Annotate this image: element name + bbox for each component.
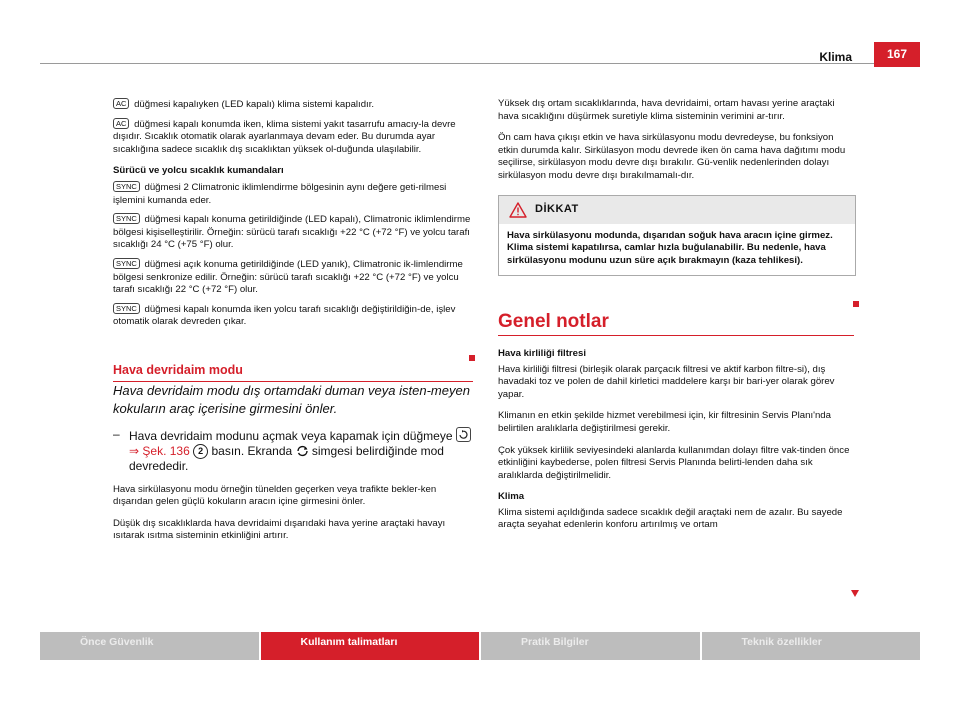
paragraph: Yüksek dış ortam sıcaklıklarında, hava devridaimi, ortam havası yerine araçtaki hava sıcaklığını düşürmek suretiyle klima sisteminin verimini ar-tırır. [498, 98, 835, 122]
section-end-marker [469, 355, 475, 361]
warning-box [498, 195, 856, 277]
warning-text: Hava sirkülasyonu modunda, dışarıdan soğuk hava aracın içine girmez. Klima sistemi kapatılırsa, camlar hızla buğulanabilir. Bu nedenle, hava sirkülasyonu modunu uzun süre açık bırakmayın (kaza tehlikesi). [507, 229, 833, 266]
continue-arrow-icon [851, 584, 859, 602]
paragraph: Klimanın en etkin şekilde hizmet verebilmesi için, kir filtresinin Servis Planı'nda belirtilen aralıklarla değiştirilmesi gerekir. [498, 410, 831, 434]
left-column [113, 98, 473, 552]
section-intro: Hava devridaim modu dış ortamdaki duman veya isten-meyen kokuların araç içerisine girmesini önler. [113, 382, 470, 416]
warning-title: DİKKAT [535, 203, 579, 216]
tab-safety[interactable]: Önce Güvenlik [40, 632, 259, 660]
subheading: Hava kirliliği filtresi [498, 347, 586, 359]
figure-reference-link[interactable]: ⇒ Şek. 136 [129, 443, 190, 458]
section-end-marker [853, 301, 859, 307]
right-column [498, 98, 854, 541]
paragraph: Ön cam hava çıkışı etkin ve hava sirkülasyonu modu devredeyse, bu fonksiyon etkin durumda kalır. Sirkülasyon modu devrede iken ön cama hava dağıtımı modu seçilirse, sirkülasyon modu devre dışı bırakılır. Gü-venlik nedenlerinden dolayı sirkülasyon modu devre dışı bırakılmamalı-dır. [498, 132, 846, 181]
paragraph: AC düğmesi kapalı konumda iken, klima sistemi yakıt tasarrufu amacıy-la devre dışıdır. Sıcaklık otomatik olarak ayarlanmaya devam eder. Bu durumda ayar sıcaklığına sadece sıcaklık dış sıcaklıktan yüksek ol-duğunda ulaşılabilir. [113, 118, 456, 155]
recirculation-icon [296, 445, 309, 457]
paragraph: Hava sirkülasyonu modu örneğin tünelden geçerken veya trafikte bekler-ken dışarıdan gelen güçlü kokuların aracın içine girmesini önler. [113, 483, 437, 508]
ac-key-icon: AC [113, 118, 129, 129]
subheading: Klima [498, 491, 525, 503]
paragraph: Hava kirliliği filtresi (birleşik olarak parçacık filtresi ve aktif karbon filtre-si), dış havadaki toz ve polen de dahil kirletici maddelere karşı bir bari-yer olarak görev yapar. [498, 363, 835, 400]
warning-header [499, 196, 855, 224]
tab-operating-instructions[interactable]: Kullanım talimatları [261, 632, 480, 660]
sync-key-icon: SYNC [113, 213, 140, 224]
footer-nav [40, 632, 920, 660]
sync-key-icon: SYNC [113, 303, 140, 314]
tab-practical-info[interactable]: Pratik Bilgiler [481, 632, 700, 660]
paragraph: Klima sistemi açıldığında sadece sıcaklık değil araçtaki nem de azalır. Bu sayede araçta seyahat edenlerin konforu artırılmış ve ortam [498, 506, 843, 531]
paragraph: AC düğmesi kapalıyken (LED kapalı) klima sistemi kapalıdır. [113, 98, 473, 112]
section-title: Hava devridaim modu [113, 364, 473, 382]
paragraph: SYNC düğmesi kapalı konumda iken yolcu tarafı sıcaklığı değiştirildiğin-de, işlev otomatik olarak devreden çıkar. [113, 303, 456, 328]
section-heading: Genel notlar [498, 316, 854, 336]
header-rule [40, 63, 920, 64]
recirculation-button-icon [456, 427, 471, 442]
warning-triangle-icon [509, 202, 527, 218]
sync-key-icon: SYNC [113, 181, 140, 192]
tab-technical-specs[interactable]: Teknik özellikler [702, 632, 921, 660]
paragraph: SYNC düğmesi kapalı konuma getirildiğinde (LED kapalı), Climatronic iklimlendirme bölgesi kişiselleştirilir. Örneğin: sürücü tarafı sıcaklığı +22 °C (+72 °F) ve yolcu tarafı sıcaklığı 24 °C (+75 °F) olur. [113, 214, 471, 251]
sync-key-icon: SYNC [113, 258, 140, 269]
instruction-step: – Hava devridaim modunu açmak veya kapamak için düğmeye ⇒ Şek. 136 2 basın. Ekranda simgesi belirdiğinde mod devrededir. [113, 427, 473, 474]
ac-key-icon: AC [113, 98, 129, 109]
page-number: 167 [874, 42, 920, 67]
paragraph: Çok yüksek kirlilik seviyesindeki alanlarda kullanımdan dolayı filtre vak-tinden önce etkinliğini kaybederse, polen filtresi Servis Planında belirti-lenden daha sık aralıklarda değiştirilmelidir. [498, 444, 850, 481]
paragraph: SYNC düğmesi açık konuma getirildiğinde (LED yanık), Climatronic ik-limlendirme bölgesi senkronize edilir. Örneğin: sürücü tarafı sıcaklığı +22 °C (+72 °F) ve yolcu tarafı sıcaklığı 22 °C (+72 °F) olur. [113, 258, 463, 296]
paragraph: Düşük dış sıcaklıklarda hava devridaimi dışarıdaki hava yerine araçtaki havayı ısıtarak ısıtma sisteminin etkinliğini artırır. [113, 517, 446, 542]
subheading: Sürücü ve yolcu sıcaklık kumandaları [113, 165, 284, 177]
callout-number: 2 [193, 444, 208, 459]
paragraph: SYNC düğmesi 2 Climatronic iklimlendirme bölgesinin aynı değere geti-rilmesi işlemini kumanda eder. [113, 181, 447, 206]
page-title: Klima [819, 50, 852, 64]
